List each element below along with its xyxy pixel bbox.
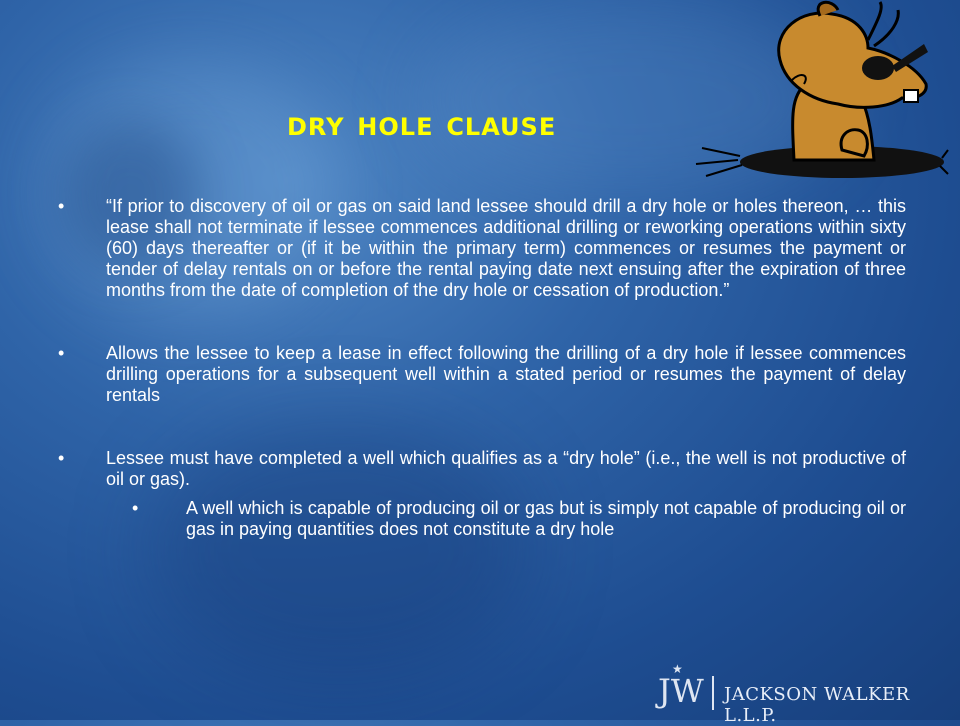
sub-bullet-item — [58, 498, 906, 540]
sub-bullet-text: A well which is capable of producing oil or gas but is simply not capable of producing oil or gas in paying quantities does not constitute a dry hole — [186, 498, 906, 539]
bullet-item — [58, 448, 906, 490]
star-icon: ★ — [672, 662, 683, 676]
bullet-item — [58, 196, 906, 301]
bullet-marker: • — [132, 498, 139, 518]
bullet-marker: • — [58, 196, 65, 216]
bullet-marker: • — [58, 448, 65, 468]
slide-title: dry hole clause — [287, 104, 557, 144]
bullet-text: “If prior to discovery of oil or gas on said land lessee should drill a dry hole or holes thereon, … this lease shall not terminate if lessee commences additional drilling or reworking operations within sixty (60) days thereafter or (if it be within the primary term) commences or resumes the payment or tender of delay rentals on or before the rental paying date next ensuing after the expiration of three months from the date of completion of the dry hole or cessation of production.” — [106, 196, 906, 300]
bullet-list — [58, 196, 906, 540]
bullet-marker: • — [58, 343, 65, 363]
bullet-item — [58, 343, 906, 406]
bullet-text: Allows the lessee to keep a lease in effect following the drilling of a dry hole if lessee commences drilling operations for a subsequent well within a stated period or resumes the payment of delay rentals — [106, 343, 906, 405]
logo-monogram: JW — [658, 672, 704, 710]
logo-divider — [712, 676, 714, 710]
firm-logo — [650, 662, 950, 726]
logo-firm-name: JACKSON WALKER L.L.P. — [724, 684, 910, 726]
gopher-mascot-illustration — [692, 0, 950, 190]
bullet-text: Lessee must have completed a well which qualifies as a “dry hole” (i.e., the well is not productive of oil or gas). — [106, 448, 906, 489]
